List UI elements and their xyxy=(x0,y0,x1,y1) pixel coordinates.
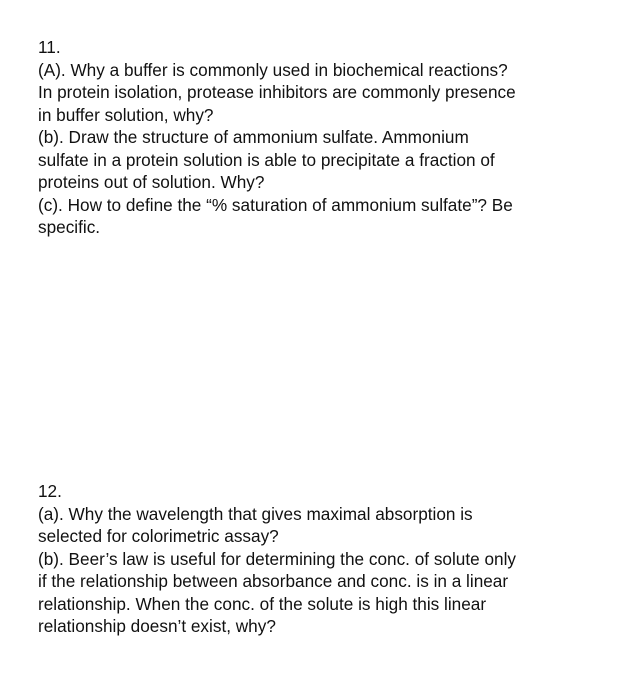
question-number: 12. xyxy=(38,481,62,501)
question-text-line: if the relationship between absorbance and conc. is in a linear xyxy=(38,571,509,591)
question-text-line: in buffer solution, why? xyxy=(38,104,214,125)
question-text-line: relationship. When the conc. of the solute is high this linear xyxy=(38,593,487,614)
question-text-line: (c). How to define the “% saturation of ammonium sulfate”? Be xyxy=(38,194,513,215)
question-12 xyxy=(38,480,598,638)
question-text-line: selected for colorimetric assay? xyxy=(38,526,279,546)
question-11 xyxy=(38,36,598,239)
question-text-line: relationship doesn’t exist, why? xyxy=(38,616,276,636)
question-text-line: proteins out of solution. Why? xyxy=(38,172,265,192)
question-text-line: specific. xyxy=(38,217,101,237)
question-text-line: (b). Beer’s law is useful for determining the conc. of solute only xyxy=(38,548,516,569)
question-text-line: sulfate in a protein solution is able to precipitate a fraction of xyxy=(38,149,495,170)
question-number: 11. xyxy=(38,37,61,57)
question-text-line: (A). Why a buffer is commonly used in biochemical reactions? xyxy=(38,59,508,80)
question-text-line: In protein isolation, protease inhibitors are commonly presence xyxy=(38,82,516,102)
question-text-line: (a). Why the wavelength that gives maximal absorption is xyxy=(38,503,473,524)
question-text-line: (b). Draw the structure of ammonium sulfate. Ammonium xyxy=(38,127,469,147)
